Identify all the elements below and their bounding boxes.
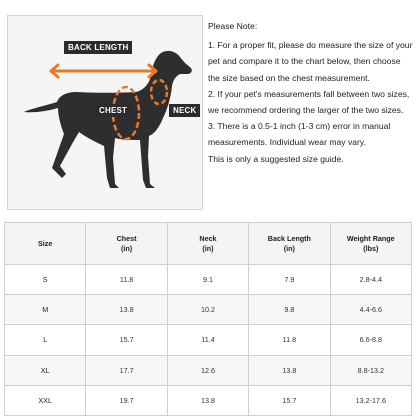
size-cell: XL	[5, 355, 86, 385]
chest-label: CHEST	[95, 104, 131, 117]
size-chart-table	[4, 222, 412, 416]
chest-cell: 17.7	[86, 355, 167, 385]
dog-measurement-illustration	[7, 15, 203, 210]
size-cell: S	[5, 265, 86, 295]
please-note-section	[208, 18, 414, 167]
chest-cell: 11.8	[86, 265, 167, 295]
neck-cell: 10.2	[167, 295, 248, 325]
back-length-label: BACK LENGTH	[64, 41, 132, 54]
header-size: Size	[5, 223, 86, 265]
table-row	[5, 325, 412, 355]
chest-cell: 13.8	[86, 295, 167, 325]
size-cell: L	[5, 325, 86, 355]
note-item: This is only a suggested size guide.	[208, 153, 344, 164]
back-length-cell: 7.9	[249, 265, 330, 295]
back-length-cell: 11.8	[249, 325, 330, 355]
note-item: 3. There is a 0.5-1 inch (1-3 cm) error in manual measurements. Individual wear may vary.	[208, 121, 391, 148]
table-header-row	[5, 223, 412, 265]
table-row	[5, 355, 412, 385]
back-length-cell: 13.8	[249, 355, 330, 385]
header-weight-range: Weight Range (lbs)	[330, 223, 411, 265]
weight-cell: 13.2-17.6	[330, 385, 411, 415]
neck-label: NECK	[169, 104, 200, 117]
neck-cell: 11.4	[167, 325, 248, 355]
note-item: 2. If your pet's measurements fall between two sizes, we recommend ordering the larger of the two sizes.	[208, 88, 410, 116]
back-length-cell: 15.7	[249, 385, 330, 415]
header-chest: Chest (in)	[86, 223, 167, 265]
neck-cell: 12.6	[167, 355, 248, 385]
chest-cell: 19.7	[86, 385, 167, 415]
chest-cell: 15.7	[86, 325, 167, 355]
weight-cell: 6.6-8.8	[330, 325, 411, 355]
size-cell: M	[5, 295, 86, 325]
back-length-cell: 9.8	[249, 295, 330, 325]
header-neck: Neck (in)	[167, 223, 248, 265]
note-item: 1. For a proper fit, please do measure the size of your pet and compare it to the chart below, then choose the size based on the chest measurement.	[208, 40, 413, 83]
weight-cell: 8.8-13.2	[330, 355, 411, 385]
weight-cell: 4.4-6.6	[330, 295, 411, 325]
notes-title: Please Note:	[208, 21, 258, 31]
size-cell: XXL	[5, 385, 86, 415]
header-back-length: Back Length (in)	[249, 223, 330, 265]
weight-cell: 2.8-4.4	[330, 265, 411, 295]
table-row	[5, 265, 412, 295]
table-row	[5, 295, 412, 325]
neck-cell: 9.1	[167, 265, 248, 295]
neck-cell: 13.8	[167, 385, 248, 415]
table-row	[5, 385, 412, 415]
